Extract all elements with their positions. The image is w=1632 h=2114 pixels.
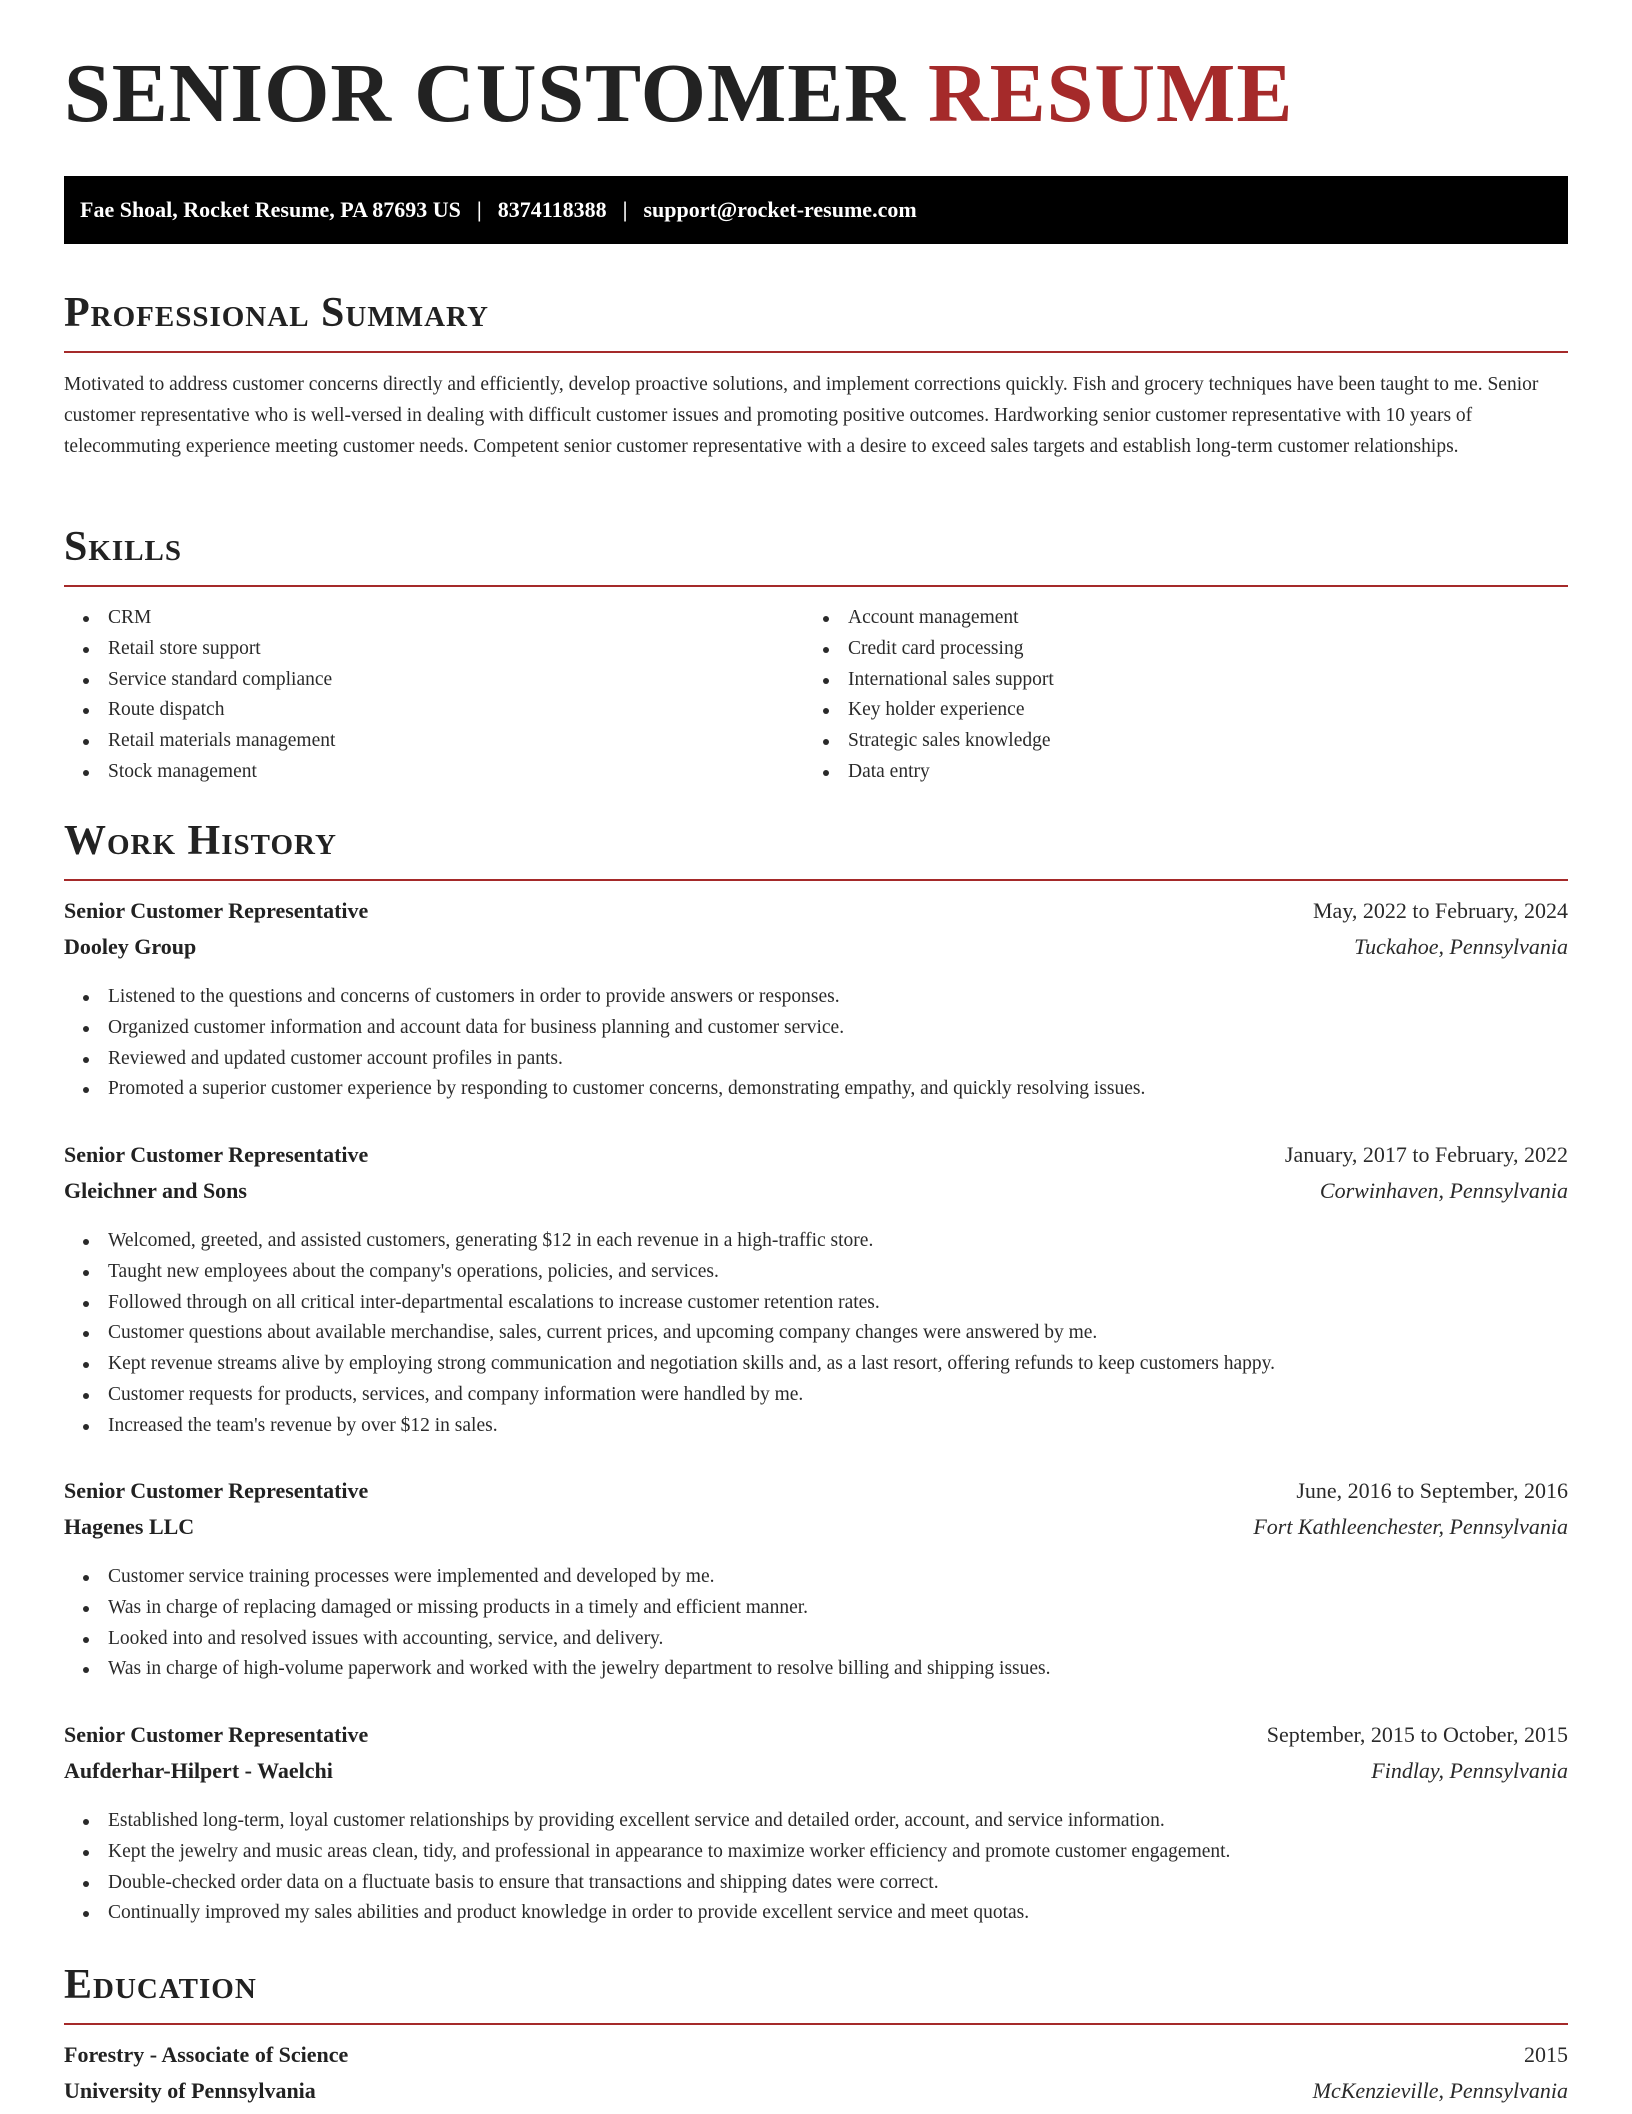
duty-item: Was in charge of high-volume paperwork and worked with the jewelry department to resolve billing and shipping issues. <box>64 1654 1568 1685</box>
work-history-divider <box>64 879 1568 881</box>
skill-item: Data entry <box>804 757 1504 788</box>
job-entry <box>64 1142 1568 1442</box>
duty-item: Customer questions about available merchandise, sales, current prices, and upcoming company changes were answered by me. <box>64 1318 1568 1349</box>
duty-item: Increased the team's revenue by over $12 in sales. <box>64 1411 1568 1442</box>
skills-list-left <box>64 603 764 788</box>
duty-item: Double-checked order data on a fluctuate basis to ensure that transactions and shipping dates were correct. <box>64 1868 1568 1899</box>
education-degree: Forestry - Associate of Science <box>64 2042 349 2067</box>
duty-item: Established long-term, loyal customer relationships by providing excellent service and detailed order, account, and service information. <box>64 1806 1568 1837</box>
job-title: Senior Customer Representative <box>64 898 369 923</box>
duty-item: Welcomed, greeted, and assisted customers, generating $12 in each revenue in a high-traffic store. <box>64 1226 1568 1257</box>
job-location: Findlay, Pennsylvania <box>1371 1758 1568 1783</box>
duty-item: Customer requests for products, services, and company information were handled by me. <box>64 1380 1568 1411</box>
skill-item: Service standard compliance <box>64 665 764 696</box>
skills-heading: Skills <box>64 524 183 570</box>
job-location: Fort Kathleenchester, Pennsylvania <box>1253 1514 1568 1539</box>
education-year: 2015 <box>1524 2042 1568 2067</box>
job-entry <box>64 898 1568 1105</box>
title-accent: RESUME <box>927 47 1294 140</box>
job-location: Tuckahoe, Pennsylvania <box>1354 934 1568 959</box>
summary-divider <box>64 351 1568 353</box>
job-company: Gleichner and Sons <box>64 1178 247 1203</box>
duty-item: Kept the jewelry and music areas clean, tidy, and professional in appearance to maximize worker efficiency and promote customer engagement. <box>64 1837 1568 1868</box>
education-school: University of Pennsylvania <box>64 2078 316 2103</box>
contact-phone[interactable]: 8374118388 <box>497 197 607 222</box>
skills-divider <box>64 585 1568 587</box>
job-duties <box>64 982 1568 1105</box>
title-main: SENIOR CUSTOMER <box>64 47 906 140</box>
contact-separator: | <box>476 197 482 222</box>
job-duties <box>64 1226 1568 1442</box>
skill-item: International sales support <box>804 665 1504 696</box>
duty-item: Reviewed and updated customer account profiles in pants. <box>64 1044 1568 1075</box>
summary-text: Motivated to address customer concerns directly and efficiently, develop proactive solutions, and implement corrections quickly. Fish and grocery techniques have been taught to me. Senior customer representative who is well-versed in dealing with difficult customer issues and promoting positive outcomes. Hardworking senior customer representative with 10 years of telecommuting experience meeting customer needs. Competent senior customer representative with a desire to exceed sales targets and establish long-term customer relationships. <box>64 374 1539 457</box>
summary-heading: Professional Summary <box>64 290 489 336</box>
education-heading: Education <box>64 1962 257 2008</box>
skill-item: Retail materials management <box>64 726 764 757</box>
duty-item: Kept revenue streams alive by employing strong communication and negotiation skills and, as a last resort, offering refunds to keep customers happy. <box>64 1349 1568 1380</box>
education-location: McKenzieville, Pennsylvania <box>1312 2078 1568 2103</box>
duty-item: Followed through on all critical inter-departmental escalations to increase customer retention rates. <box>64 1288 1568 1319</box>
job-dates: September, 2015 to October, 2015 <box>1266 1722 1568 1747</box>
duty-item: Continually improved my sales abilities and product knowledge in order to provide excellent service and meet quotas. <box>64 1898 1568 1929</box>
job-dates: January, 2017 to February, 2022 <box>1284 1142 1568 1167</box>
job-location: Corwinhaven, Pennsylvania <box>1319 1178 1568 1203</box>
education-entry <box>64 2042 1568 2114</box>
skill-item: CRM <box>64 603 764 634</box>
job-company: Aufderhar-Hilpert - Waelchi <box>64 1758 333 1783</box>
job-duties <box>64 1562 1568 1685</box>
contact-email[interactable]: support@rocket-resume.com <box>643 197 917 222</box>
job-company: Dooley Group <box>64 934 197 959</box>
education-divider <box>64 2023 1568 2025</box>
duty-item: Listened to the questions and concerns of customers in order to provide answers or responses. <box>64 982 1568 1013</box>
skill-item: Retail store support <box>64 634 764 665</box>
duty-item: Organized customer information and account data for business planning and customer service. <box>64 1013 1568 1044</box>
job-title: Senior Customer Representative <box>64 1142 369 1167</box>
skill-item: Account management <box>804 603 1504 634</box>
job-dates: May, 2022 to February, 2024 <box>1313 898 1568 923</box>
duty-item: Was in charge of replacing damaged or missing products in a timely and efficient manner. <box>64 1593 1568 1624</box>
contact-address: Fae Shoal, Rocket Resume, PA 87693 US <box>80 197 461 222</box>
job-title: Senior Customer Representative <box>64 1722 369 1747</box>
job-entry <box>64 1478 1568 1685</box>
contact-bar <box>64 176 1568 244</box>
duty-item: Customer service training processes were implemented and developed by me. <box>64 1562 1568 1593</box>
duty-item: Looked into and resolved issues with accounting, service, and delivery. <box>64 1624 1568 1655</box>
job-dates: June, 2016 to September, 2016 <box>1296 1478 1568 1503</box>
contact-separator: | <box>622 197 628 222</box>
resume-title <box>64 47 1294 140</box>
job-entry <box>64 1722 1568 1929</box>
job-duties <box>64 1806 1568 1929</box>
job-title: Senior Customer Representative <box>64 1478 369 1503</box>
work-history-heading: Work History <box>64 818 337 864</box>
job-company: Hagenes LLC <box>64 1514 195 1539</box>
duty-item: Taught new employees about the company's operations, policies, and services. <box>64 1257 1568 1288</box>
skills-list-right <box>804 603 1504 788</box>
skill-item: Stock management <box>64 757 764 788</box>
skill-item: Credit card processing <box>804 634 1504 665</box>
skill-item: Strategic sales knowledge <box>804 726 1504 757</box>
skill-item: Key holder experience <box>804 695 1504 726</box>
duty-item: Promoted a superior customer experience by responding to customer concerns, demonstrating empathy, and quickly resolving issues. <box>64 1074 1568 1105</box>
skill-item: Route dispatch <box>64 695 764 726</box>
